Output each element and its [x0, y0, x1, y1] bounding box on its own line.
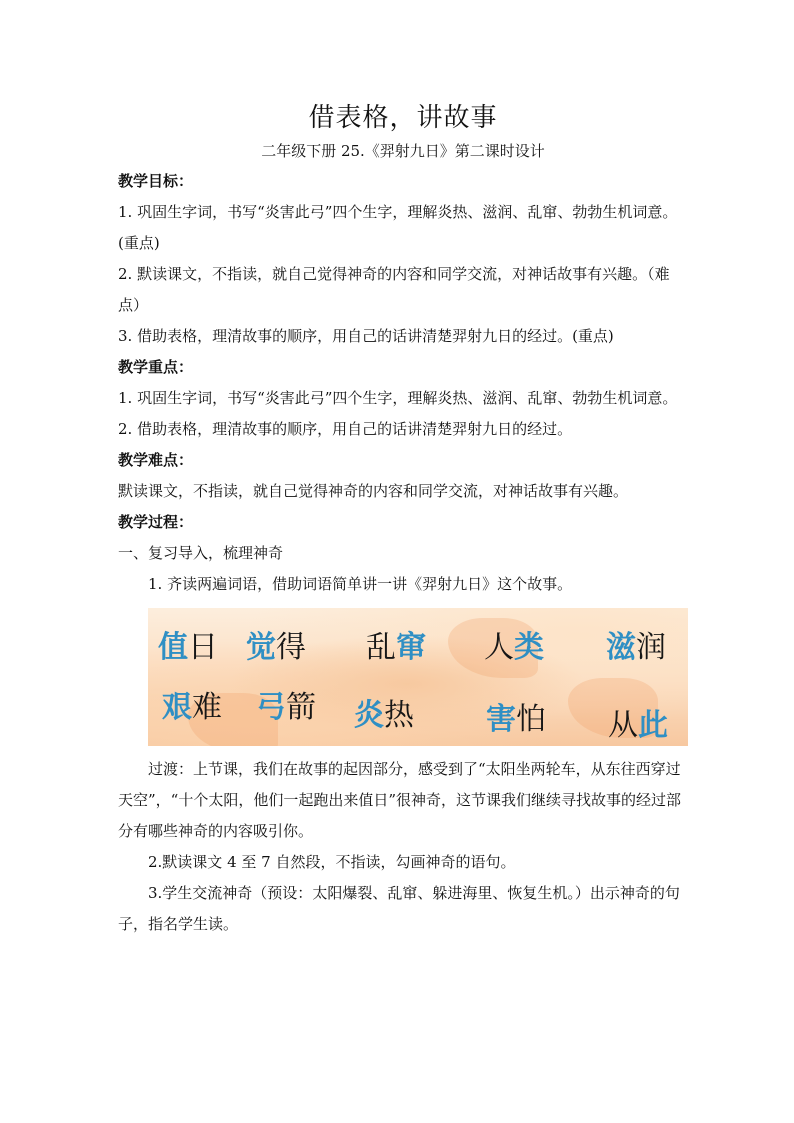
key-points-heading: 教学重点： — [118, 358, 194, 376]
page-subtitle: 二年级下册 25.《羿射九日》第二课时设计 — [261, 142, 545, 160]
process-step-3: 3.学生交流神奇（预设：太阳爆裂、乱窜、躲进海里、恢复生机。）出示神奇的句子，指名学生读。 — [118, 884, 680, 933]
vocab-word-7: 炎热 — [354, 698, 414, 733]
vocab-word-1: 觉得 — [246, 630, 306, 665]
vocab-word-9: 从此 — [608, 708, 668, 743]
process-section-1: 一、复习导入，梳理神奇 — [118, 544, 284, 562]
process-step-1: 1. 齐读两遍词语，借助词语简单讲一讲《羿射九日》这个故事。 — [148, 575, 573, 593]
key-point-item-1: 1. 巩固生字词，书写“炎害此弓”四个生字，理解炎热、滋润、乱窜、勃勃生机词意。 — [118, 389, 678, 407]
difficulty-heading: 教学难点： — [118, 451, 194, 469]
page-title: 借表格，讲故事 — [308, 103, 498, 133]
vocab-word-2: 乱窜 — [366, 630, 426, 665]
key-point-item-2: 2. 借助表格，理清故事的顺序，用自己的话讲清楚羿射九日的经过。 — [118, 420, 573, 438]
goal-item-1: 1. 巩固生字词，书写“炎害此弓”四个生字，理解炎热、滋润、乱窜、勃勃生机词意。(重点) — [118, 203, 678, 252]
document-page — [118, 98, 688, 940]
vocab-word-6: 弓箭 — [256, 690, 316, 725]
vocab-word-5: 艰难 — [162, 690, 222, 725]
vocab-word-8: 害怕 — [486, 702, 546, 737]
process-heading: 教学过程： — [118, 513, 194, 531]
vocab-word-0: 值日 — [158, 630, 218, 665]
process-step-2: 2.默读课文 4 至 7 自然段，不指读，勾画神奇的语句。 — [148, 853, 516, 871]
difficulty-text: 默读课文，不指读，就自己觉得神奇的内容和同学交流，对神话故事有兴趣。 — [118, 482, 629, 500]
goal-item-3: 3. 借助表格，理清故事的顺序，用自己的话讲清楚羿射九日的经过。(重点) — [118, 327, 614, 345]
vocab-word-4: 滋润 — [606, 630, 666, 665]
vocab-word-3: 人类 — [484, 630, 544, 665]
goals-heading: 教学目标： — [118, 172, 194, 190]
vocab-image — [148, 608, 688, 746]
goal-item-2: 2. 默读课文，不指读，就自己觉得神奇的内容和同学交流，对神话故事有兴趣。（难点） — [118, 265, 670, 314]
transition-text: 过渡：上节课，我们在故事的起因部分，感受到了“太阳坐两轮车，从东往西穿过天空”，“十个太阳，他们一起跑出来值日”很神奇，这节课我们继续寻找故事的经过部分有哪些神奇的内容吸引你。 — [118, 760, 682, 840]
